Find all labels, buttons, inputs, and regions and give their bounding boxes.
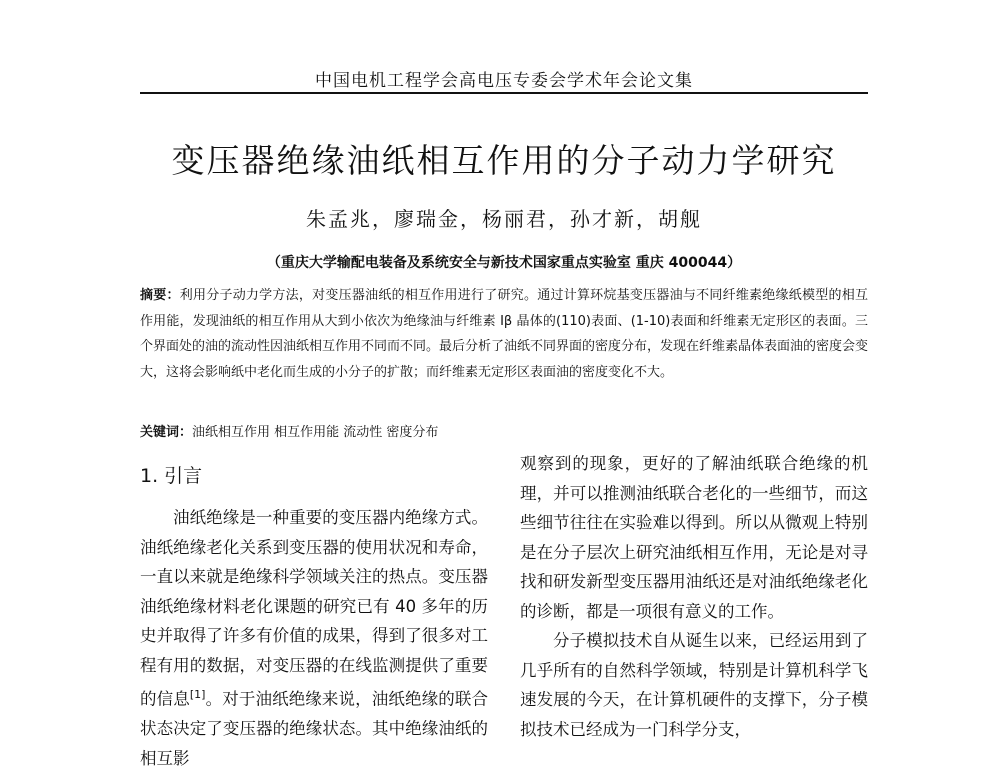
paper-title: 变压器绝缘油纸相互作用的分子动力学研究 xyxy=(171,141,837,180)
running-header: 中国电机工程学会高电压专委会学术年会论文集 xyxy=(315,71,693,91)
affiliation: （重庆大学输配电装备及系统安全与新技术国家重点实验室 重庆 400044） xyxy=(266,255,742,271)
keywords xyxy=(140,421,868,440)
intro-paragraph-continued: 观察到的现象，更好的了解油纸联合绝缘的机理，并可以推测油纸联合老化的一些细节，而这些细节往往在实验难以得到。所以从微观上特别是在分子层次上研究油纸相互作用，无论是对寻找和研发新型变压器用油纸还是对油纸绝缘老化的诊断，都是一项很有意义的工作。 xyxy=(520,454,868,621)
intro-paragraph-2: 分子模拟技术自从诞生以来，已经运用到了几乎所有的自然科学领域，特别是计算机科学飞速发展的今天，在计算机硬件的支撑下，分子模拟技术已经成为一门科学分支， xyxy=(520,631,868,739)
section-heading-introduction: 1. 引言 xyxy=(140,465,203,487)
keywords-label: 关键词： xyxy=(140,425,193,440)
abstract-text: 利用分子动力学方法，对变压器油纸的相互作用进行了研究。通过计算环烷基变压器油与不同纤维素绝缘纸模型的相互作用能，发现油纸的相互作用从大到小依次为绝缘油与纤维素 Iβ 晶体的(110)表面、(1-10)表面和纤维素无定形区的表面。三个界面处的油的流动性因油纸相互作用不同而不同。最后分析了油纸不同界面的密度分布，发现在纤维素晶体表面油的密度会变大，这将会影响纸中老化而生成的小分子的扩散；而纤维素无定形区表面油的密度变化不大。 xyxy=(140,288,869,381)
right-column xyxy=(520,449,868,744)
authors: 朱孟兆，廖瑞金，杨丽君，孙才新，胡舰 xyxy=(306,207,702,231)
intro-text-part2: 。对于油纸绝缘来说，油纸绝缘的联合状态决定了变压器的绝缘状态。其中绝缘油纸的相互影 xyxy=(140,689,489,768)
header-rule xyxy=(140,92,868,94)
abstract xyxy=(140,283,868,386)
intro-paragraph-1 xyxy=(140,503,488,773)
citation-ref: [1] xyxy=(189,688,206,701)
left-column xyxy=(140,503,488,773)
abstract-label: 摘要： xyxy=(140,288,180,303)
keywords-text: 油纸相互作用 相互作用能 流动性 密度分布 xyxy=(192,425,439,440)
intro-text-part1: 油纸绝缘是一种重要的变压器内绝缘方式。油纸绝缘老化关系到变压器的使用状况和寿命，一直以来就是绝缘科学领域关注的热点。变压器油纸绝缘材料老化课题的研究已有 40 多年的历史并取得了许多有价值的成果，得到了很多对工程有用的数据，对变压器的在线监测提供了重要的信息 xyxy=(140,508,488,709)
